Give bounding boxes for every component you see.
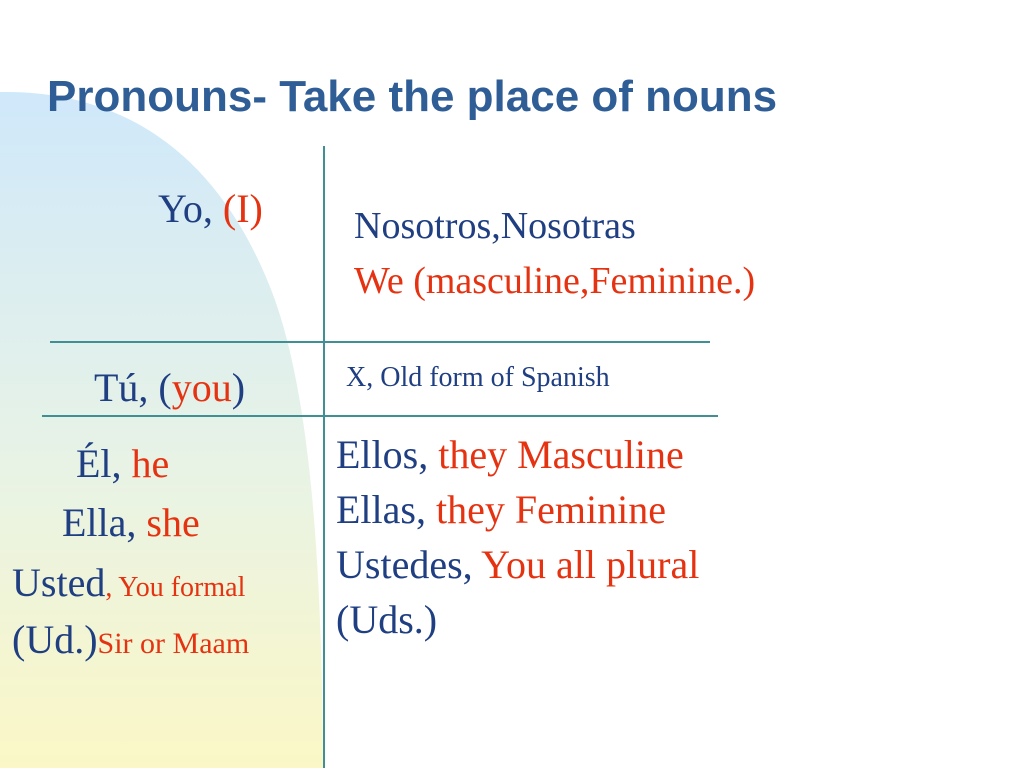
english-ustedes: You all plural [481, 542, 700, 587]
cell-yo [158, 186, 263, 231]
spanish-yo: Yo, [158, 186, 213, 231]
cell-usted [12, 560, 246, 605]
spanish-ud: (Ud.) [12, 617, 98, 662]
cell-ellos [336, 432, 684, 477]
spanish-tu-close: ) [231, 365, 246, 410]
cell-ud [12, 617, 250, 662]
english-ellas: they Feminine [435, 487, 666, 532]
cell-ustedes [336, 542, 700, 587]
english-ella: she [146, 500, 200, 545]
spanish-el: Él, [76, 441, 122, 486]
english-yo: (I) [222, 186, 263, 231]
spanish-ellas: Ellas, [336, 487, 426, 532]
vertical-divider [323, 146, 325, 768]
spanish-nosotros: Nosotros,Nosotras [354, 205, 636, 247]
cell-vosotros-note: X, Old form of Spanish [346, 362, 610, 393]
spanish-uds: (Uds.) [336, 597, 438, 642]
english-nosotros: We (masculine,Feminine.) [354, 260, 756, 302]
english-usted: , You formal [105, 572, 246, 603]
english-tu: you [171, 365, 232, 410]
spanish-ella: Ella, [62, 500, 137, 545]
spanish-tu: Tú, ( [94, 365, 172, 410]
cell-ella [62, 500, 200, 545]
horizontal-divider-top [50, 341, 710, 343]
cell-el [76, 441, 170, 486]
english-ellos: they Masculine [438, 432, 684, 477]
slide-title: Pronouns- Take the place of nouns [47, 72, 778, 121]
english-el: he [131, 441, 170, 486]
spanish-usted: Usted [12, 560, 106, 605]
cell-tu [94, 365, 246, 410]
english-ud: Sir or Maam [97, 627, 250, 660]
spanish-ustedes: Ustedes, [336, 542, 473, 587]
spanish-ellos: Ellos, [336, 432, 429, 477]
cell-ellas [336, 487, 666, 532]
horizontal-divider-bottom [42, 415, 718, 417]
